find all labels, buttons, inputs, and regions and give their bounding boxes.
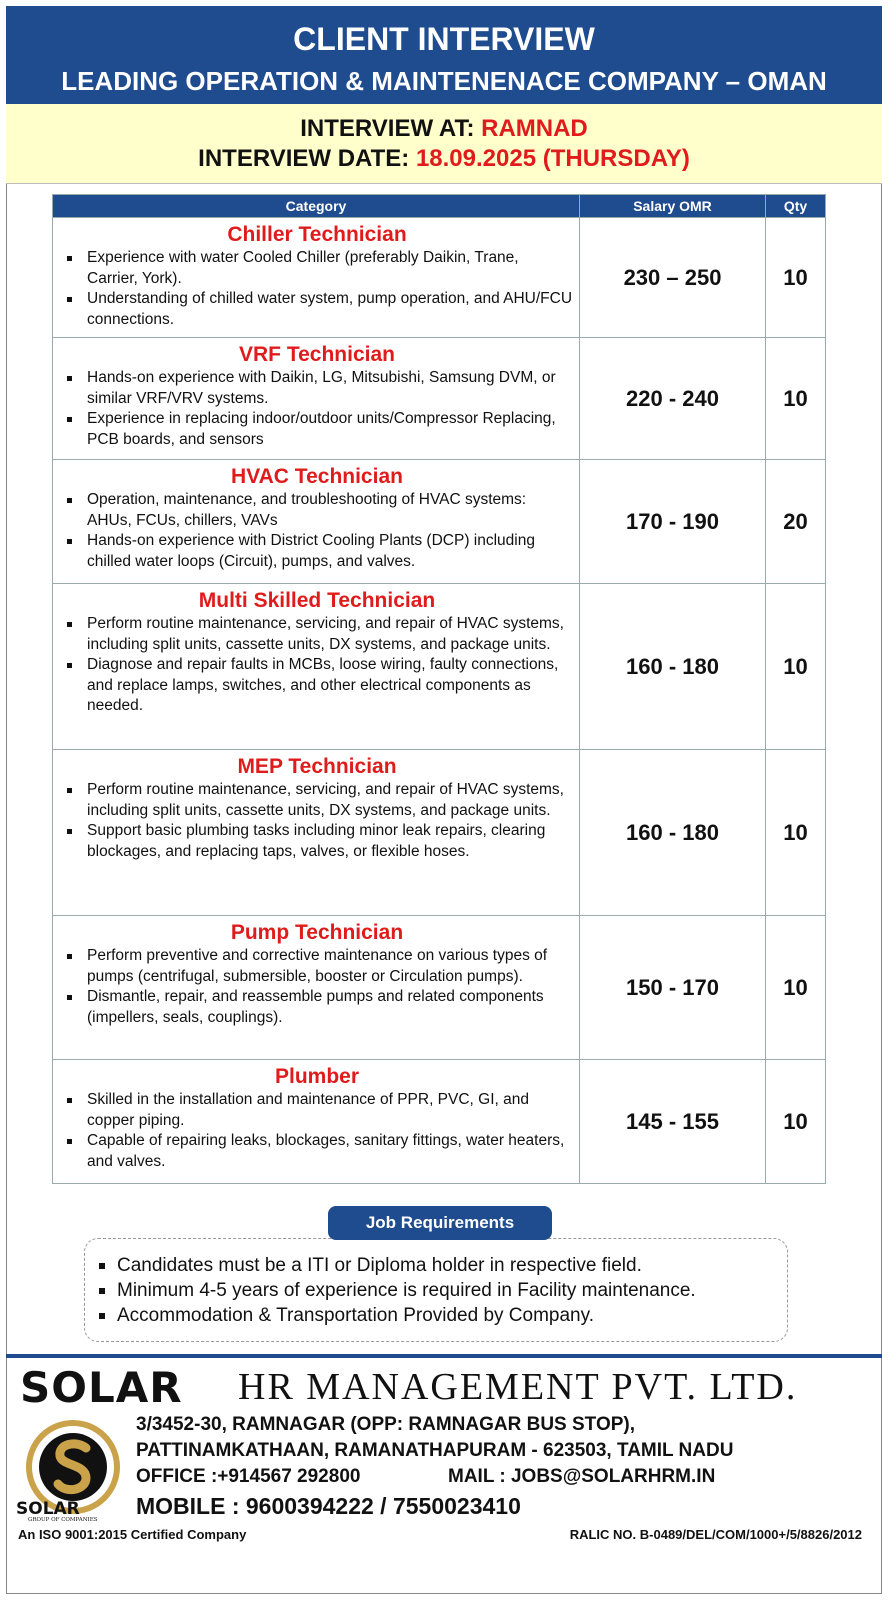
logo-wordmark: SOLAR [16, 1499, 80, 1519]
role-title: Chiller Technician [227, 223, 407, 246]
table-row [53, 459, 825, 583]
row-salary: 170 - 190 [579, 460, 765, 583]
role-duties [61, 490, 573, 572]
solar-brand-logo [18, 1366, 238, 1408]
address-line-1: 3/3452-30, RAMNAGAR (OPP: RAMNAGAR BUS STOP), [136, 1414, 636, 1435]
row-category [53, 916, 579, 1059]
row-qty: 10 [765, 338, 825, 459]
table-row [53, 749, 825, 915]
role-title: Multi Skilled Technician [198, 589, 436, 612]
duty-item: Diagnose and repair faults in MCBs, loose wiring, faulty connections, and replace lamps, switches, and other electrical components as needed. [61, 655, 573, 717]
interview-location [6, 104, 882, 144]
job-requirements-box [84, 1238, 788, 1342]
role-duties [61, 368, 573, 450]
row-category [53, 218, 579, 337]
requirement-item: Minimum 4-5 years of experience is required in Facility maintenance. [91, 1278, 787, 1303]
contact-email: MAIL : JOBS@SOLARHRM.IN [448, 1466, 716, 1487]
mobile-numbers: MOBILE : 9600394222 / 7550023410 [136, 1493, 521, 1519]
duty-item: Operation, maintenance, and troubleshooting of HVAC systems: AHUs, FCUs, chillers, VAVs [61, 490, 573, 531]
company-name: HR MANAGEMENT PVT. LTD. [238, 1366, 798, 1408]
footer-divider [6, 1354, 882, 1358]
role-duties [61, 780, 573, 862]
row-salary: 230 – 250 [579, 218, 765, 337]
interview-date-value: 18.09.2025 (THURSDAY) [415, 145, 690, 172]
row-salary: 150 - 170 [579, 916, 765, 1059]
page-title: CLIENT INTERVIEW [293, 21, 595, 57]
table-row [53, 337, 825, 459]
header-banner [6, 6, 882, 104]
role-title: VRF Technician [239, 343, 395, 366]
ralic-number: RALIC NO. B-0489/DEL/COM/1000+/5/8826/2012 [569, 1527, 862, 1542]
brand-wordmark: SOLAR [20, 1366, 183, 1408]
address-line-2: PATTINAMKATHAAN, RAMANATHAPURAM - 623503, TAMIL NADU [136, 1440, 734, 1461]
duty-item: Perform routine maintenance, servicing, and repair of HVAC systems, including split units, cassette units, DX systems, and package units. [61, 614, 573, 655]
table-row [53, 1059, 825, 1183]
row-qty: 10 [765, 916, 825, 1059]
duty-item: Capable of repairing leaks, blockages, sanitary fittings, water heaters, and valves. [61, 1131, 573, 1172]
row-category [53, 1060, 579, 1183]
duty-item: Support basic plumbing tasks including minor leak repairs, clearing blockages, and replacing taps, valves, or flexible hoses. [61, 821, 573, 862]
row-salary: 145 - 155 [579, 1060, 765, 1183]
interview-location-label: INTERVIEW AT: [300, 115, 482, 142]
role-duties [61, 248, 573, 330]
row-salary: 160 - 180 [579, 750, 765, 915]
requirement-item: Candidates must be a ITI or Diploma holder in respective field. [91, 1253, 787, 1278]
row-category [53, 338, 579, 459]
duty-item: Understanding of chilled water system, pump operation, and AHU/FCU connections. [61, 289, 573, 330]
interview-location-value: RAMNAD [481, 115, 588, 142]
page-subtitle: LEADING OPERATION & MAINTENENACE COMPANY – OMAN [61, 66, 827, 96]
table-header [53, 195, 825, 217]
table-row [53, 217, 825, 337]
header-category: Category [285, 198, 347, 214]
row-salary: 220 - 240 [579, 338, 765, 459]
duty-item: Skilled in the installation and maintenance of PPR, PVC, GI, and copper piping. [61, 1090, 573, 1131]
role-title: Pump Technician [230, 921, 404, 944]
iso-certification: An ISO 9001:2015 Certified Company [18, 1527, 247, 1542]
row-qty: 10 [765, 750, 825, 915]
office-phone: OFFICE :+914567 292800 [136, 1466, 361, 1487]
role-duties [61, 1090, 573, 1172]
role-title: Plumber [274, 1065, 360, 1088]
positions-table [52, 194, 826, 1184]
duty-item: Perform preventive and corrective maintenance on various types of pumps (centrifugal, submersible, booster or Circulation pumps). [61, 946, 573, 987]
row-qty: 10 [765, 218, 825, 337]
duty-item: Experience with water Cooled Chiller (preferably Daikin, Trane, Carrier, York). [61, 248, 573, 289]
requirements-list [91, 1253, 787, 1328]
interview-date [6, 144, 882, 174]
job-requirements-title: Job Requirements [328, 1206, 552, 1240]
table-row [53, 915, 825, 1059]
duty-item: Hands-on experience with Daikin, LG, Mitsubishi, Samsung DVM, or similar VRF/VRV systems. [61, 368, 573, 409]
interview-date-label: INTERVIEW DATE: [198, 145, 416, 172]
row-category [53, 584, 579, 749]
row-qty: 20 [765, 460, 825, 583]
row-qty: 10 [765, 584, 825, 749]
requirement-item: Accommodation & Transportation Provided by Company. [91, 1303, 787, 1328]
duty-item: Perform routine maintenance, servicing, and repair of HVAC systems, including split units, cassette units, DX systems, and package units. [61, 780, 573, 821]
interview-details [6, 104, 882, 184]
row-category [53, 460, 579, 583]
table-row [53, 583, 825, 749]
row-salary: 160 - 180 [579, 584, 765, 749]
header-salary: Salary OMR [579, 195, 765, 217]
header-qty: Qty [765, 195, 825, 217]
duty-item: Experience in replacing indoor/outdoor units/Compressor Replacing, PCB boards, and sensors [61, 409, 573, 450]
row-qty: 10 [765, 1060, 825, 1183]
row-category [53, 750, 579, 915]
duty-item: Hands-on experience with District Cooling Plants (DCP) including chilled water loops (Circuit), pumps, and valves. [61, 531, 573, 572]
role-title: HVAC Technician [231, 465, 403, 488]
solar-group-wordmark [14, 1498, 130, 1522]
role-title: MEP Technician [237, 755, 397, 778]
role-duties [61, 614, 573, 717]
role-duties [61, 946, 573, 1028]
logo-tagline: GROUP OF COMPANIES [28, 1517, 98, 1522]
duty-item: Dismantle, repair, and reassemble pumps and related components (impellers, seals, couplings). [61, 987, 573, 1028]
